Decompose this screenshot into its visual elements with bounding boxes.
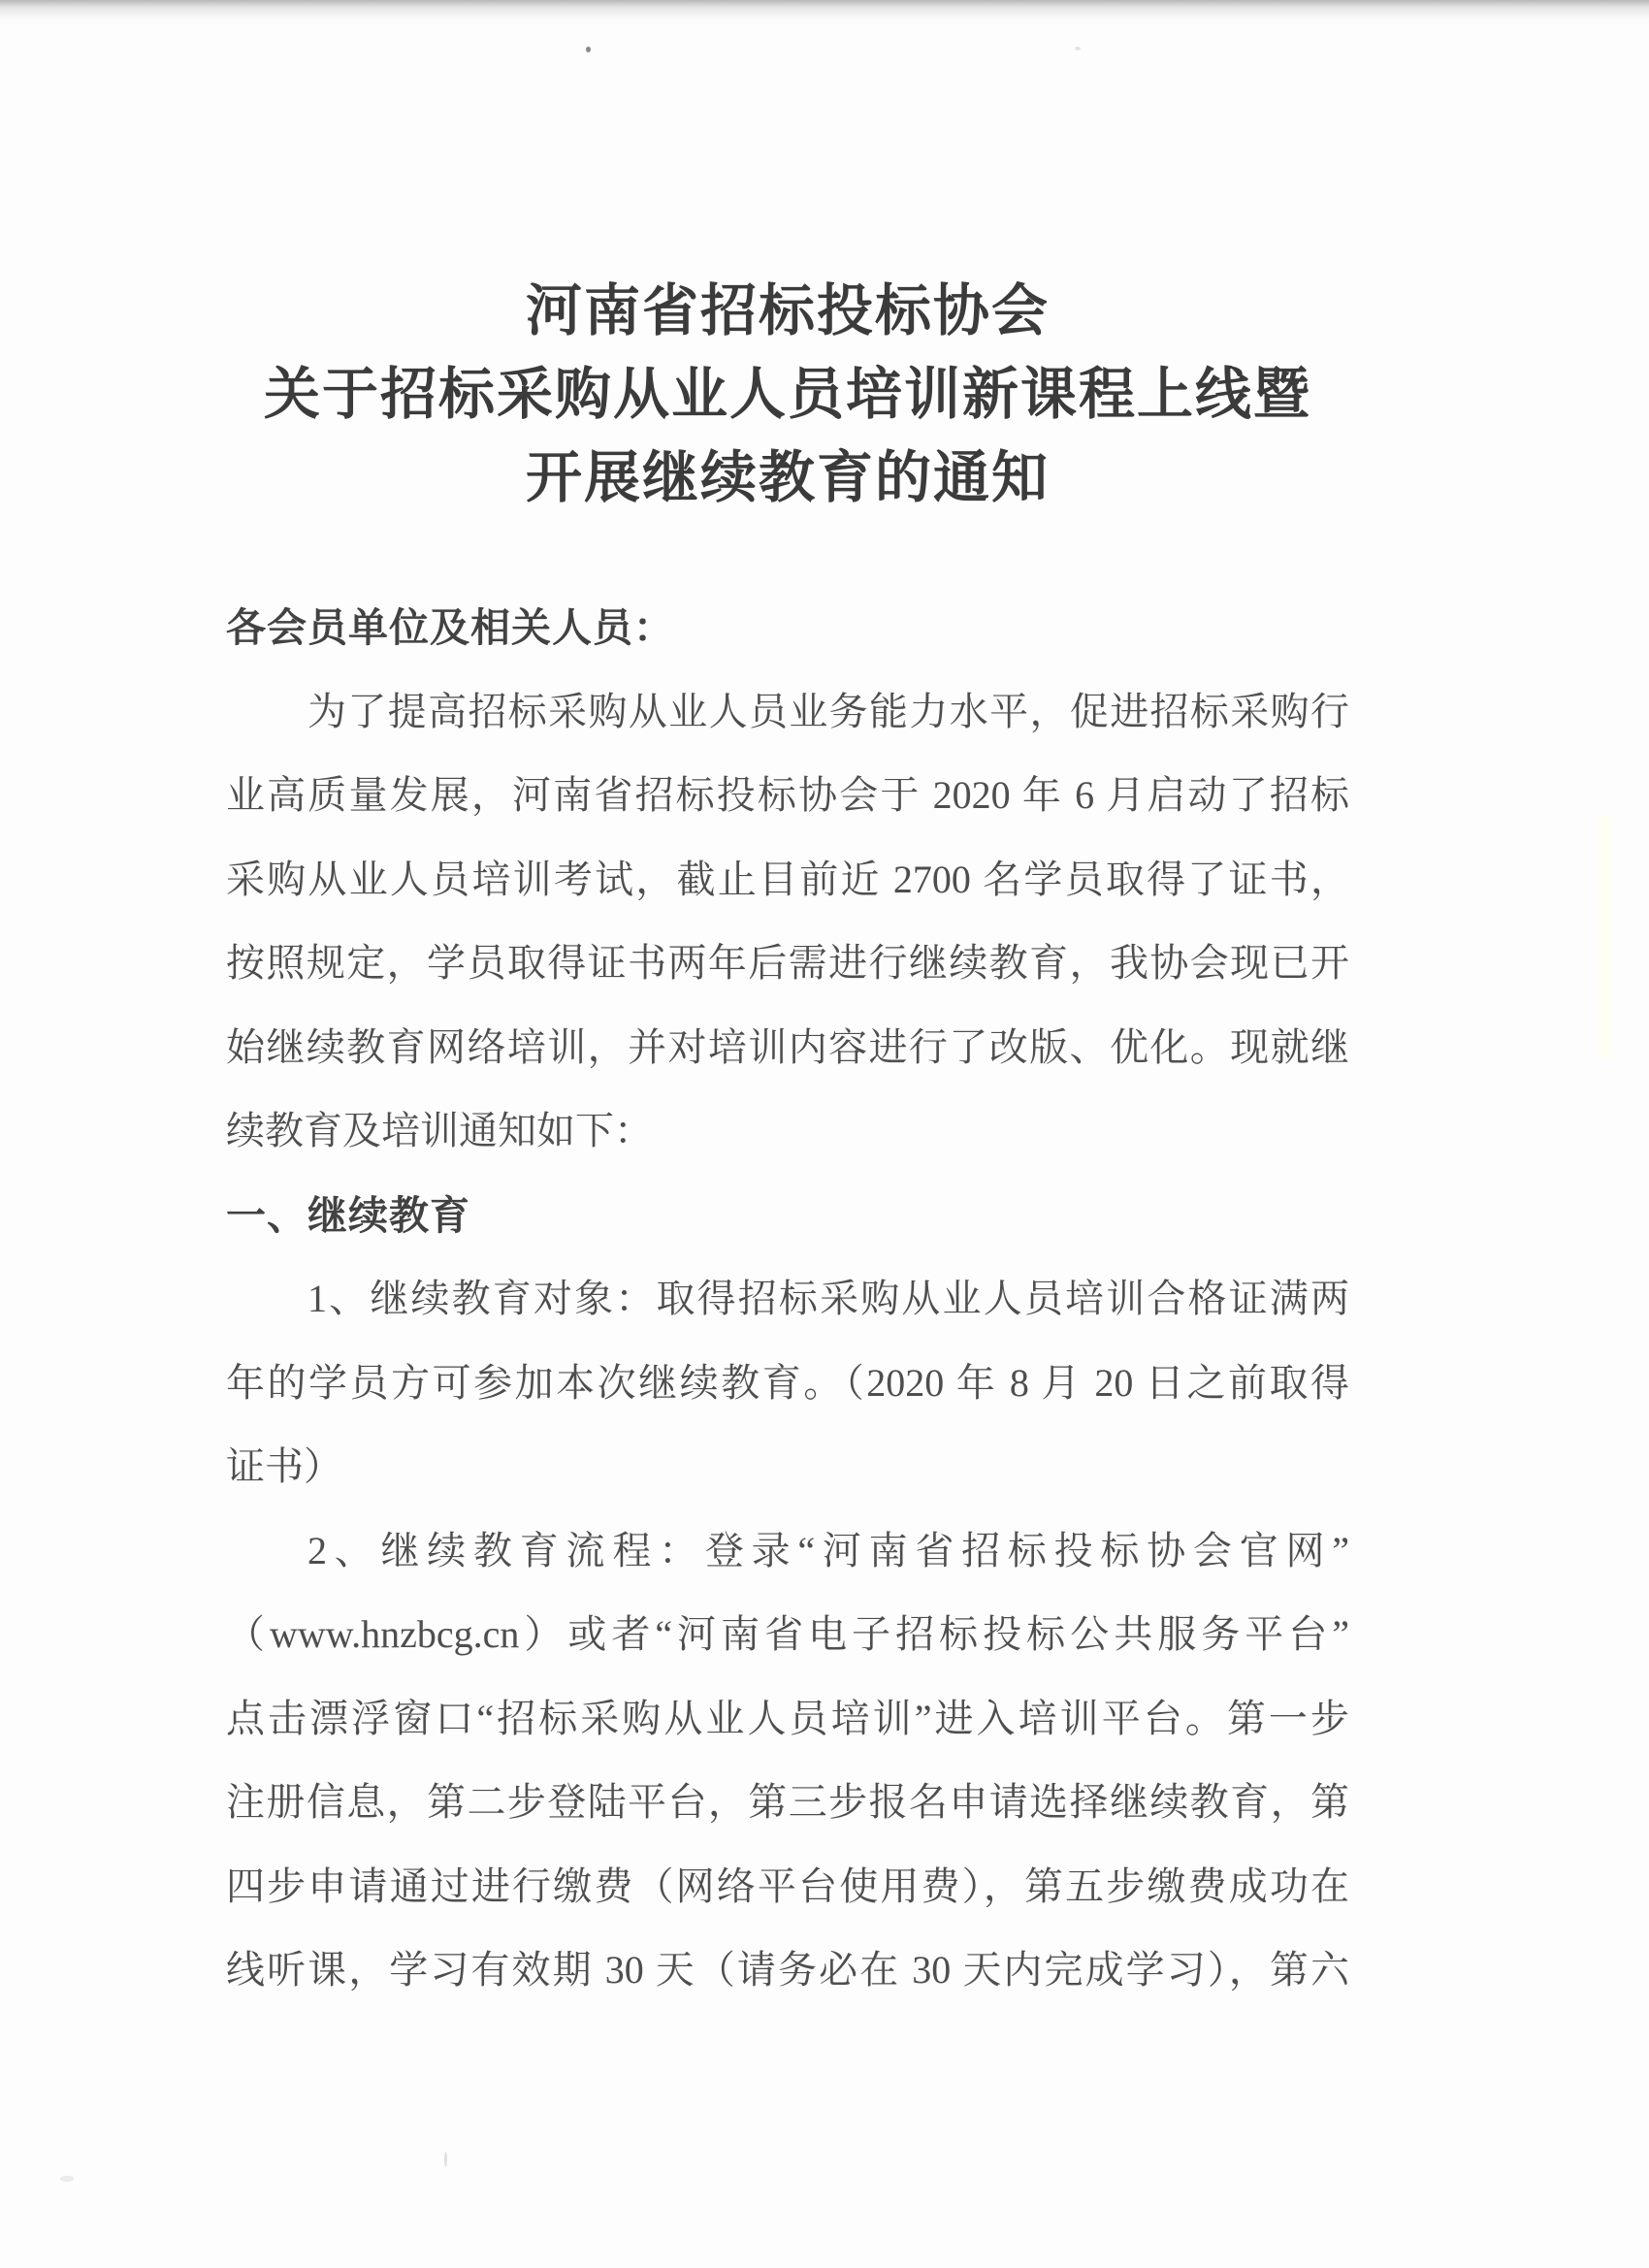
scan-speck xyxy=(586,47,591,52)
body-line: 采购从业人员培训考试，截止目前近 2700 名学员取得了证书， xyxy=(226,857,1349,901)
body-line: 点击漂浮窗口“招标采购从业人员培训”进入培训平台。第一步 xyxy=(226,1696,1349,1740)
body-line: 线听课，学习有效期 30 天（请务必在 30 天内完成学习），第六 xyxy=(226,1948,1349,1992)
body-line: 四步申请通过进行缴费（网络平台使用费），第五步缴费成功在 xyxy=(226,1863,1349,1908)
section-heading: 一、继续教育 xyxy=(226,1192,470,1238)
scan-speck xyxy=(1075,47,1081,50)
body-line: 始继续教育网络培训，并对培训内容进行了改版、优化。现就继 xyxy=(226,1024,1349,1069)
scan-speck xyxy=(60,2176,74,2182)
body-line: 证书） xyxy=(226,1444,342,1488)
scan-speck xyxy=(444,2152,447,2167)
title-line-3: 开展继续教育的通知 xyxy=(525,446,1050,509)
body-line: 按照规定，学员取得证书两年后需进行继续教育，我协会现已开 xyxy=(226,941,1349,985)
body-line: 2、继续教育流程：登录“河南省招标投标协会官网” xyxy=(307,1528,1349,1572)
scan-edge-artifact xyxy=(1597,815,1612,1057)
body-line: 注册信息，第二步登陆平台，第三步报名申请选择继续教育，第 xyxy=(226,1780,1349,1824)
title-line-1: 河南省招标投标协会 xyxy=(525,279,1050,342)
document-title xyxy=(226,270,1349,520)
salutation: 各会员单位及相关人员： xyxy=(226,605,674,650)
body-line: 业高质量发展，河南省招标投标协会于 2020 年 6 月启动了招标 xyxy=(226,773,1349,817)
title-line-2: 关于招标采购从业人员培训新课程上线暨 xyxy=(263,363,1311,426)
body-line: 1、继续教育对象：取得招标采购从业人员培训合格证满两 xyxy=(307,1277,1349,1320)
body-line: 年的学员方可参加本次继续教育。（2020 年 8 月 20 日之前取得 xyxy=(226,1360,1349,1405)
document-body xyxy=(226,586,1349,2013)
body-line: （www.hnzbcg.cn）或者“河南省电子招标投标公共服务平台” xyxy=(226,1612,1349,1656)
scan-edge-artifact xyxy=(0,0,1649,25)
body-line: 为了提高招标采购从业人员业务能力水平，促进招标采购行 xyxy=(307,689,1349,733)
body-line: 续教育及培训通知如下： xyxy=(226,1109,653,1152)
